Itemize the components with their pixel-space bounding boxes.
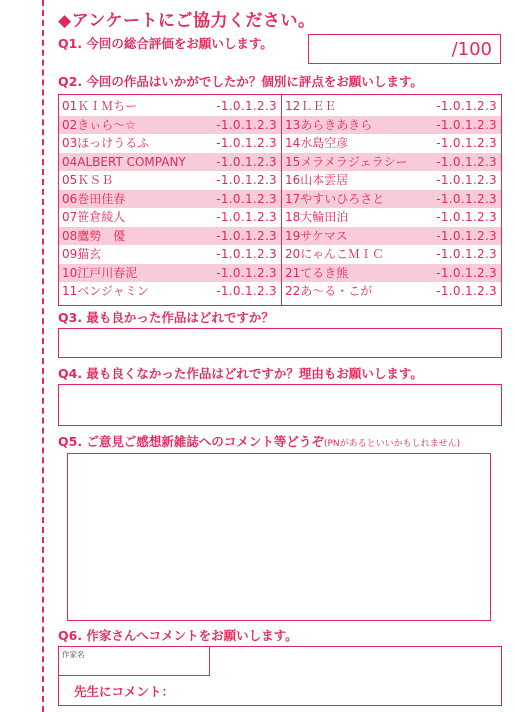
work-name	[285, 282, 372, 301]
rating-scale[interactable]: -1.0.1.2.3	[436, 191, 497, 206]
work-number: 06	[62, 191, 78, 206]
work-title: ベンジャミン	[77, 284, 149, 298]
q5-label	[58, 432, 460, 450]
work-name	[62, 97, 137, 116]
rating-row[interactable]	[282, 282, 501, 301]
rating-scale[interactable]: -1.0.1.2.3	[216, 265, 277, 280]
rating-row[interactable]	[282, 171, 501, 190]
work-title: にゃんこＭＩＣ	[300, 247, 385, 261]
work-name	[285, 264, 348, 283]
work-title: あ～る・こが	[300, 284, 373, 298]
work-name	[285, 153, 408, 172]
work-number: 04	[62, 154, 78, 169]
rating-scale[interactable]: -1.0.1.2.3	[436, 228, 497, 243]
q6-author-label: 作家名	[62, 650, 85, 659]
work-number: 22	[285, 284, 301, 298]
work-name	[62, 282, 149, 301]
work-title: 江戸川春泥	[77, 265, 138, 280]
q6-author-field[interactable]	[58, 646, 210, 676]
work-number: 16	[285, 173, 301, 187]
work-name	[62, 227, 125, 246]
work-number: 05	[62, 173, 78, 187]
work-number: 01	[62, 99, 78, 113]
page-title: ◆アンケートにご協力ください。	[58, 11, 316, 31]
work-number: 19	[285, 228, 301, 243]
rating-row[interactable]	[59, 134, 281, 153]
rating-row[interactable]	[59, 208, 281, 227]
rating-scale[interactable]: -1.0.1.2.3	[436, 154, 497, 169]
work-number: 18	[285, 210, 301, 224]
work-title: ＫＳＢ	[77, 173, 114, 187]
rating-scale[interactable]: -1.0.1.2.3	[216, 284, 277, 298]
rating-row[interactable]	[282, 153, 501, 172]
q4-answer-field[interactable]	[58, 384, 502, 426]
work-name	[285, 190, 384, 209]
work-name	[62, 171, 113, 190]
work-name	[62, 116, 136, 135]
work-title: てるき熊	[300, 265, 349, 280]
rating-row[interactable]	[59, 153, 281, 172]
work-title: 山本雲居	[300, 173, 349, 187]
q2-rating-table	[58, 94, 502, 306]
q6-comment-label: 先生にコメント：	[74, 684, 175, 699]
q1-score-field[interactable]	[308, 34, 501, 64]
rating-scale[interactable]: -1.0.1.2.3	[436, 173, 497, 187]
rating-scale[interactable]: -1.0.1.2.3	[216, 247, 277, 261]
rating-scale[interactable]: -1.0.1.2.3	[436, 99, 497, 113]
q2-label: Q2. 今回の作品はいかがでしたか？個別に評点をお願いします。	[58, 74, 423, 89]
rating-scale[interactable]: -1.0.1.2.3	[436, 117, 497, 132]
work-title: やすいひろさと	[300, 191, 385, 206]
rating-row[interactable]	[282, 208, 501, 227]
rating-scale[interactable]: -1.0.1.2.3	[216, 228, 277, 243]
work-name	[62, 134, 149, 153]
work-number: 14	[285, 136, 301, 150]
rating-row[interactable]	[282, 264, 501, 283]
rating-scale[interactable]: -1.0.1.2.3	[436, 265, 497, 280]
rating-scale[interactable]: -1.0.1.2.3	[216, 210, 277, 224]
work-name	[285, 116, 372, 135]
work-title: あらきあきら	[300, 117, 373, 132]
rating-scale[interactable]: -1.0.1.2.3	[436, 136, 497, 150]
cut-line	[42, 0, 44, 712]
rating-row[interactable]	[59, 264, 281, 283]
work-name	[285, 171, 348, 190]
work-number: 15	[285, 154, 301, 169]
work-number: 20	[285, 247, 301, 261]
q6-label: Q6. 作家さんへコメントをお願いします。	[58, 628, 298, 643]
work-number: 02	[62, 117, 78, 132]
work-name	[62, 153, 186, 172]
work-title: きぃら～☆	[77, 117, 137, 132]
q5-answer-field[interactable]	[67, 453, 491, 621]
work-title: ＫＩＭちー	[77, 99, 138, 113]
work-number: 07	[62, 210, 78, 224]
q4-label: Q4. 最も良くなかった作品はどれですか？理由もお願いします。	[58, 366, 423, 381]
work-number: 11	[62, 284, 78, 298]
rating-scale[interactable]: -1.0.1.2.3	[216, 154, 277, 169]
q5-label-text: Q5. ご意見ご感想新雑誌へのコメント等どうぞ	[58, 434, 324, 449]
rating-scale[interactable]: -1.0.1.2.3	[436, 247, 497, 261]
work-number: 13	[285, 117, 301, 132]
rating-scale[interactable]: -1.0.1.2.3	[216, 136, 277, 150]
rating-row[interactable]	[59, 97, 281, 116]
rating-row[interactable]	[282, 227, 501, 246]
work-number: 03	[62, 136, 78, 150]
q5-note: (PNがあるといいかもしれません)	[323, 439, 461, 449]
q3-label: Q3. 最も良かった作品はどれですか？	[58, 310, 274, 325]
rating-row[interactable]	[59, 171, 281, 190]
work-name	[285, 134, 348, 153]
rating-scale[interactable]: -1.0.1.2.3	[216, 117, 277, 132]
q1-score-suffix: /100	[451, 39, 492, 60]
work-name	[62, 208, 125, 227]
work-name	[285, 227, 348, 246]
rating-row[interactable]	[59, 227, 281, 246]
rating-row[interactable]	[282, 116, 501, 135]
work-title: 大輪田泊	[300, 210, 349, 224]
work-number: 12	[285, 99, 301, 113]
work-number: 09	[62, 247, 78, 261]
rating-row[interactable]	[282, 190, 501, 209]
work-title: 猫玄	[77, 247, 102, 261]
q1-label: Q1. 今回の総合評価をお願いします。	[58, 36, 273, 51]
q3-answer-field[interactable]	[58, 328, 502, 358]
rating-row[interactable]	[282, 245, 501, 264]
work-name	[285, 97, 336, 116]
work-title: ＬＥＥ	[300, 99, 337, 113]
work-title: 笹倉綾人	[77, 210, 126, 224]
rating-row[interactable]	[59, 245, 281, 264]
rating-scale[interactable]: -1.0.1.2.3	[216, 173, 277, 187]
work-name	[62, 264, 137, 283]
rating-scale[interactable]: -1.0.1.2.3	[216, 99, 277, 113]
work-name	[285, 208, 348, 227]
work-title: ほっけうるふ	[77, 136, 150, 150]
work-title: 鷹勢 優	[77, 228, 126, 243]
work-title: 水島空彦	[300, 136, 349, 150]
work-number: 21	[285, 265, 301, 280]
work-title: ALBERT COMPANY	[77, 154, 186, 169]
rating-row[interactable]	[59, 282, 281, 301]
work-title: サケマス	[300, 228, 348, 243]
work-name	[62, 245, 101, 264]
work-title: 巻田佳春	[77, 191, 126, 206]
work-title: メラメラジェラシー	[300, 154, 408, 169]
rating-scale[interactable]: -1.0.1.2.3	[216, 191, 277, 206]
rating-scale[interactable]: -1.0.1.2.3	[436, 210, 497, 224]
rating-row[interactable]	[59, 190, 281, 209]
work-name	[285, 245, 384, 264]
work-number: 17	[285, 191, 301, 206]
work-number: 08	[62, 228, 78, 243]
work-number: 10	[62, 265, 78, 280]
rating-row[interactable]	[59, 116, 281, 135]
work-name	[62, 190, 125, 209]
rating-row[interactable]	[282, 134, 501, 153]
rating-row[interactable]	[282, 97, 501, 116]
rating-scale[interactable]: -1.0.1.2.3	[436, 284, 497, 298]
